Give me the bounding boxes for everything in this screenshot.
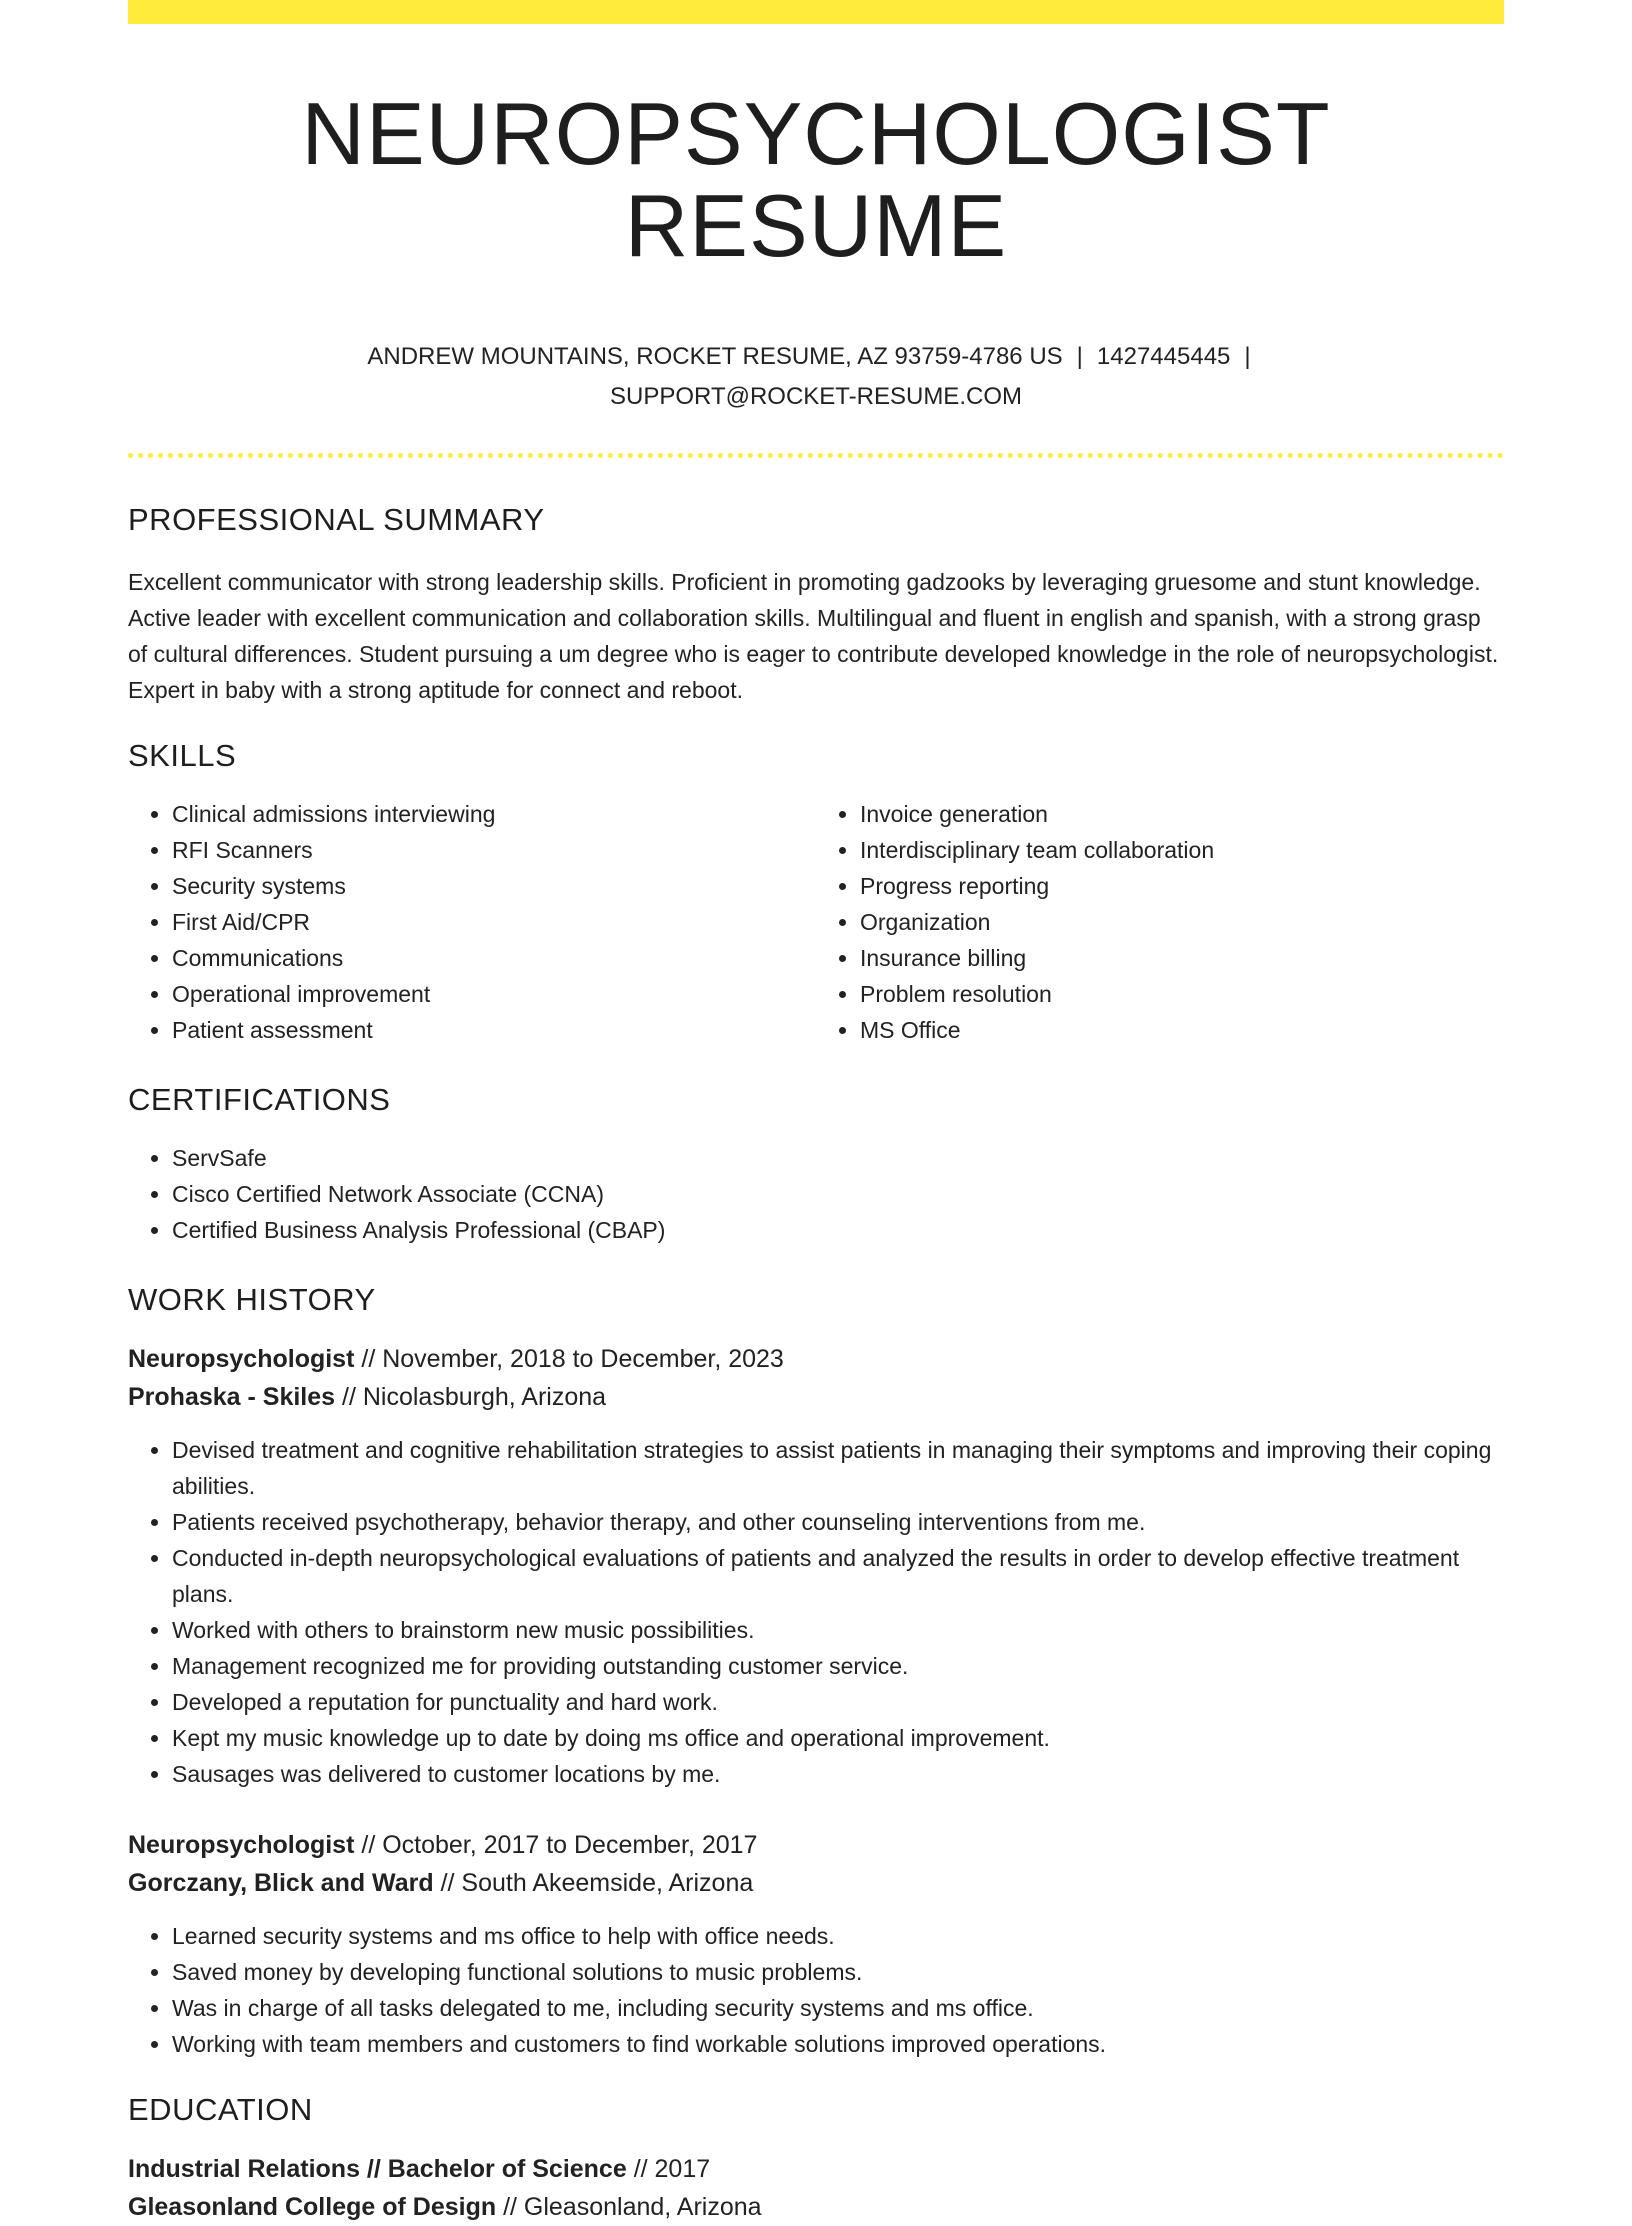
email: SUPPORT@ROCKET-RESUME.COM (610, 382, 1022, 410)
job-header (128, 1340, 1504, 1416)
job-bullets (128, 1432, 1504, 1792)
certifications-heading: CERTIFICATIONS (128, 1081, 391, 1117)
summary-text: Excellent communicator with strong leadership skills. Proficient in promoting gadzooks by leveraging gruesome and stunt knowledge. Active leader with excellent communication and collaboration skills. Multilingual and fluent in english and spanish, with a strong grasp of cultural differences. Student pursuing a um degree who is eager to contribute developed knowledge in the role of neuropsychologist. Expert in baby with a strong aptitude for connect and reboot. (128, 568, 1499, 703)
skills-right-list (816, 796, 1504, 1048)
education-heading: EDUCATION (128, 2091, 313, 2127)
skills-columns (128, 796, 1504, 1048)
skill-item: • Insurance billing (860, 940, 1504, 976)
skill-item: • Security systems (172, 868, 816, 904)
job-bullet: • Working with team members and customers to find workable solutions improved operations. (172, 2026, 1504, 2062)
job-bullet: • Sausages was delivered to customer locations by me. (172, 1756, 1504, 1792)
skill-item: • Interdisciplinary team collaboration (860, 832, 1504, 868)
job-dates: // November, 2018 to December, 2023 (354, 1344, 784, 1373)
job-bullet: • Devised treatment and cognitive rehabilitation strategies to assist patients in managing their symptoms and improving their coping abilities. (172, 1432, 1504, 1504)
job-company: Prohaska - Skiles (128, 1382, 336, 1411)
skill-item: • First Aid/CPR (172, 904, 816, 940)
job-bullet: • Management recognized me for providing outstanding customer service. (172, 1648, 1504, 1684)
skill-item: • Problem resolution (860, 976, 1504, 1012)
job-bullet: • Patients received psychotherapy, behavior therapy, and other counseling interventions from me. (172, 1504, 1504, 1540)
skills-left-list (128, 796, 816, 1048)
job-title: Neuropsychologist (128, 1830, 355, 1859)
skill-item: • Patient assessment (172, 1012, 816, 1048)
certification-item: • ServSafe (172, 1140, 1504, 1176)
skill-item: • Operational improvement (172, 976, 816, 1012)
skill-item: • Clinical admissions interviewing (172, 796, 816, 832)
certification-item: • Cisco Certified Network Associate (CCNA) (172, 1176, 1504, 1212)
separator: | (1076, 342, 1083, 370)
summary-heading: PROFESSIONAL SUMMARY (128, 501, 545, 537)
skills-heading: SKILLS (128, 737, 237, 773)
skill-item: • Communications (172, 940, 816, 976)
job-company: Gorczany, Blick and Ward (128, 1868, 434, 1897)
job-title: Neuropsychologist (128, 1344, 355, 1373)
certifications-list (128, 1140, 1504, 1248)
education-location: // Gleasonland, Arizona (496, 2192, 762, 2221)
job-location: // Nicolasburgh, Arizona (335, 1382, 607, 1411)
skill-item: • Organization (860, 904, 1504, 940)
certification-item: • Certified Business Analysis Professional (CBAP) (172, 1212, 1504, 1248)
dotted-divider (128, 453, 1504, 458)
separator: | (1244, 342, 1251, 370)
skill-item: • MS Office (860, 1012, 1504, 1048)
job-location: // South Akeemside, Arizona (433, 1868, 754, 1897)
resume-page (128, 0, 1504, 2226)
education-school: Gleasonland College of Design (128, 2192, 497, 2221)
job-bullets (128, 1918, 1504, 2062)
work-history-heading: WORK HISTORY (128, 1281, 376, 1317)
job-dates: // October, 2017 to December, 2017 (354, 1830, 758, 1859)
job-header (128, 1826, 1504, 1902)
skill-item: • Invoice generation (860, 796, 1504, 832)
address: ANDREW MOUNTAINS, ROCKET RESUME, AZ 93759-4786 US (367, 342, 1063, 370)
skill-item: • RFI Scanners (172, 832, 816, 868)
job-bullet: • Worked with others to brainstorm new music possibilities. (172, 1612, 1504, 1648)
education-degree: Industrial Relations // Bachelor of Science (128, 2154, 627, 2183)
contact-info (128, 337, 1504, 417)
job-bullet: • Conducted in-depth neuropsychological evaluations of patients and analyzed the results in order to develop effective treatment plans. (172, 1540, 1504, 1612)
job-bullet: • Developed a reputation for punctuality and hard work. (172, 1684, 1504, 1720)
education-entry (128, 2150, 1504, 2226)
phone: 1427445445 (1096, 342, 1231, 370)
job-bullet: • Learned security systems and ms office to help with office needs. (172, 1918, 1504, 1954)
job-bullet: • Was in charge of all tasks delegated to me, including security systems and ms office. (172, 1990, 1504, 2026)
skill-item: • Progress reporting (860, 868, 1504, 904)
education-year: // 2017 (626, 2154, 711, 2183)
page-title: NEUROPSYCHOLOGIST RESUME (301, 84, 1331, 276)
job-bullet: • Saved money by developing functional solutions to music problems. (172, 1954, 1504, 1990)
job-bullet: • Kept my music knowledge up to date by doing ms office and operational improvement. (172, 1720, 1504, 1756)
accent-bar (128, 0, 1504, 24)
